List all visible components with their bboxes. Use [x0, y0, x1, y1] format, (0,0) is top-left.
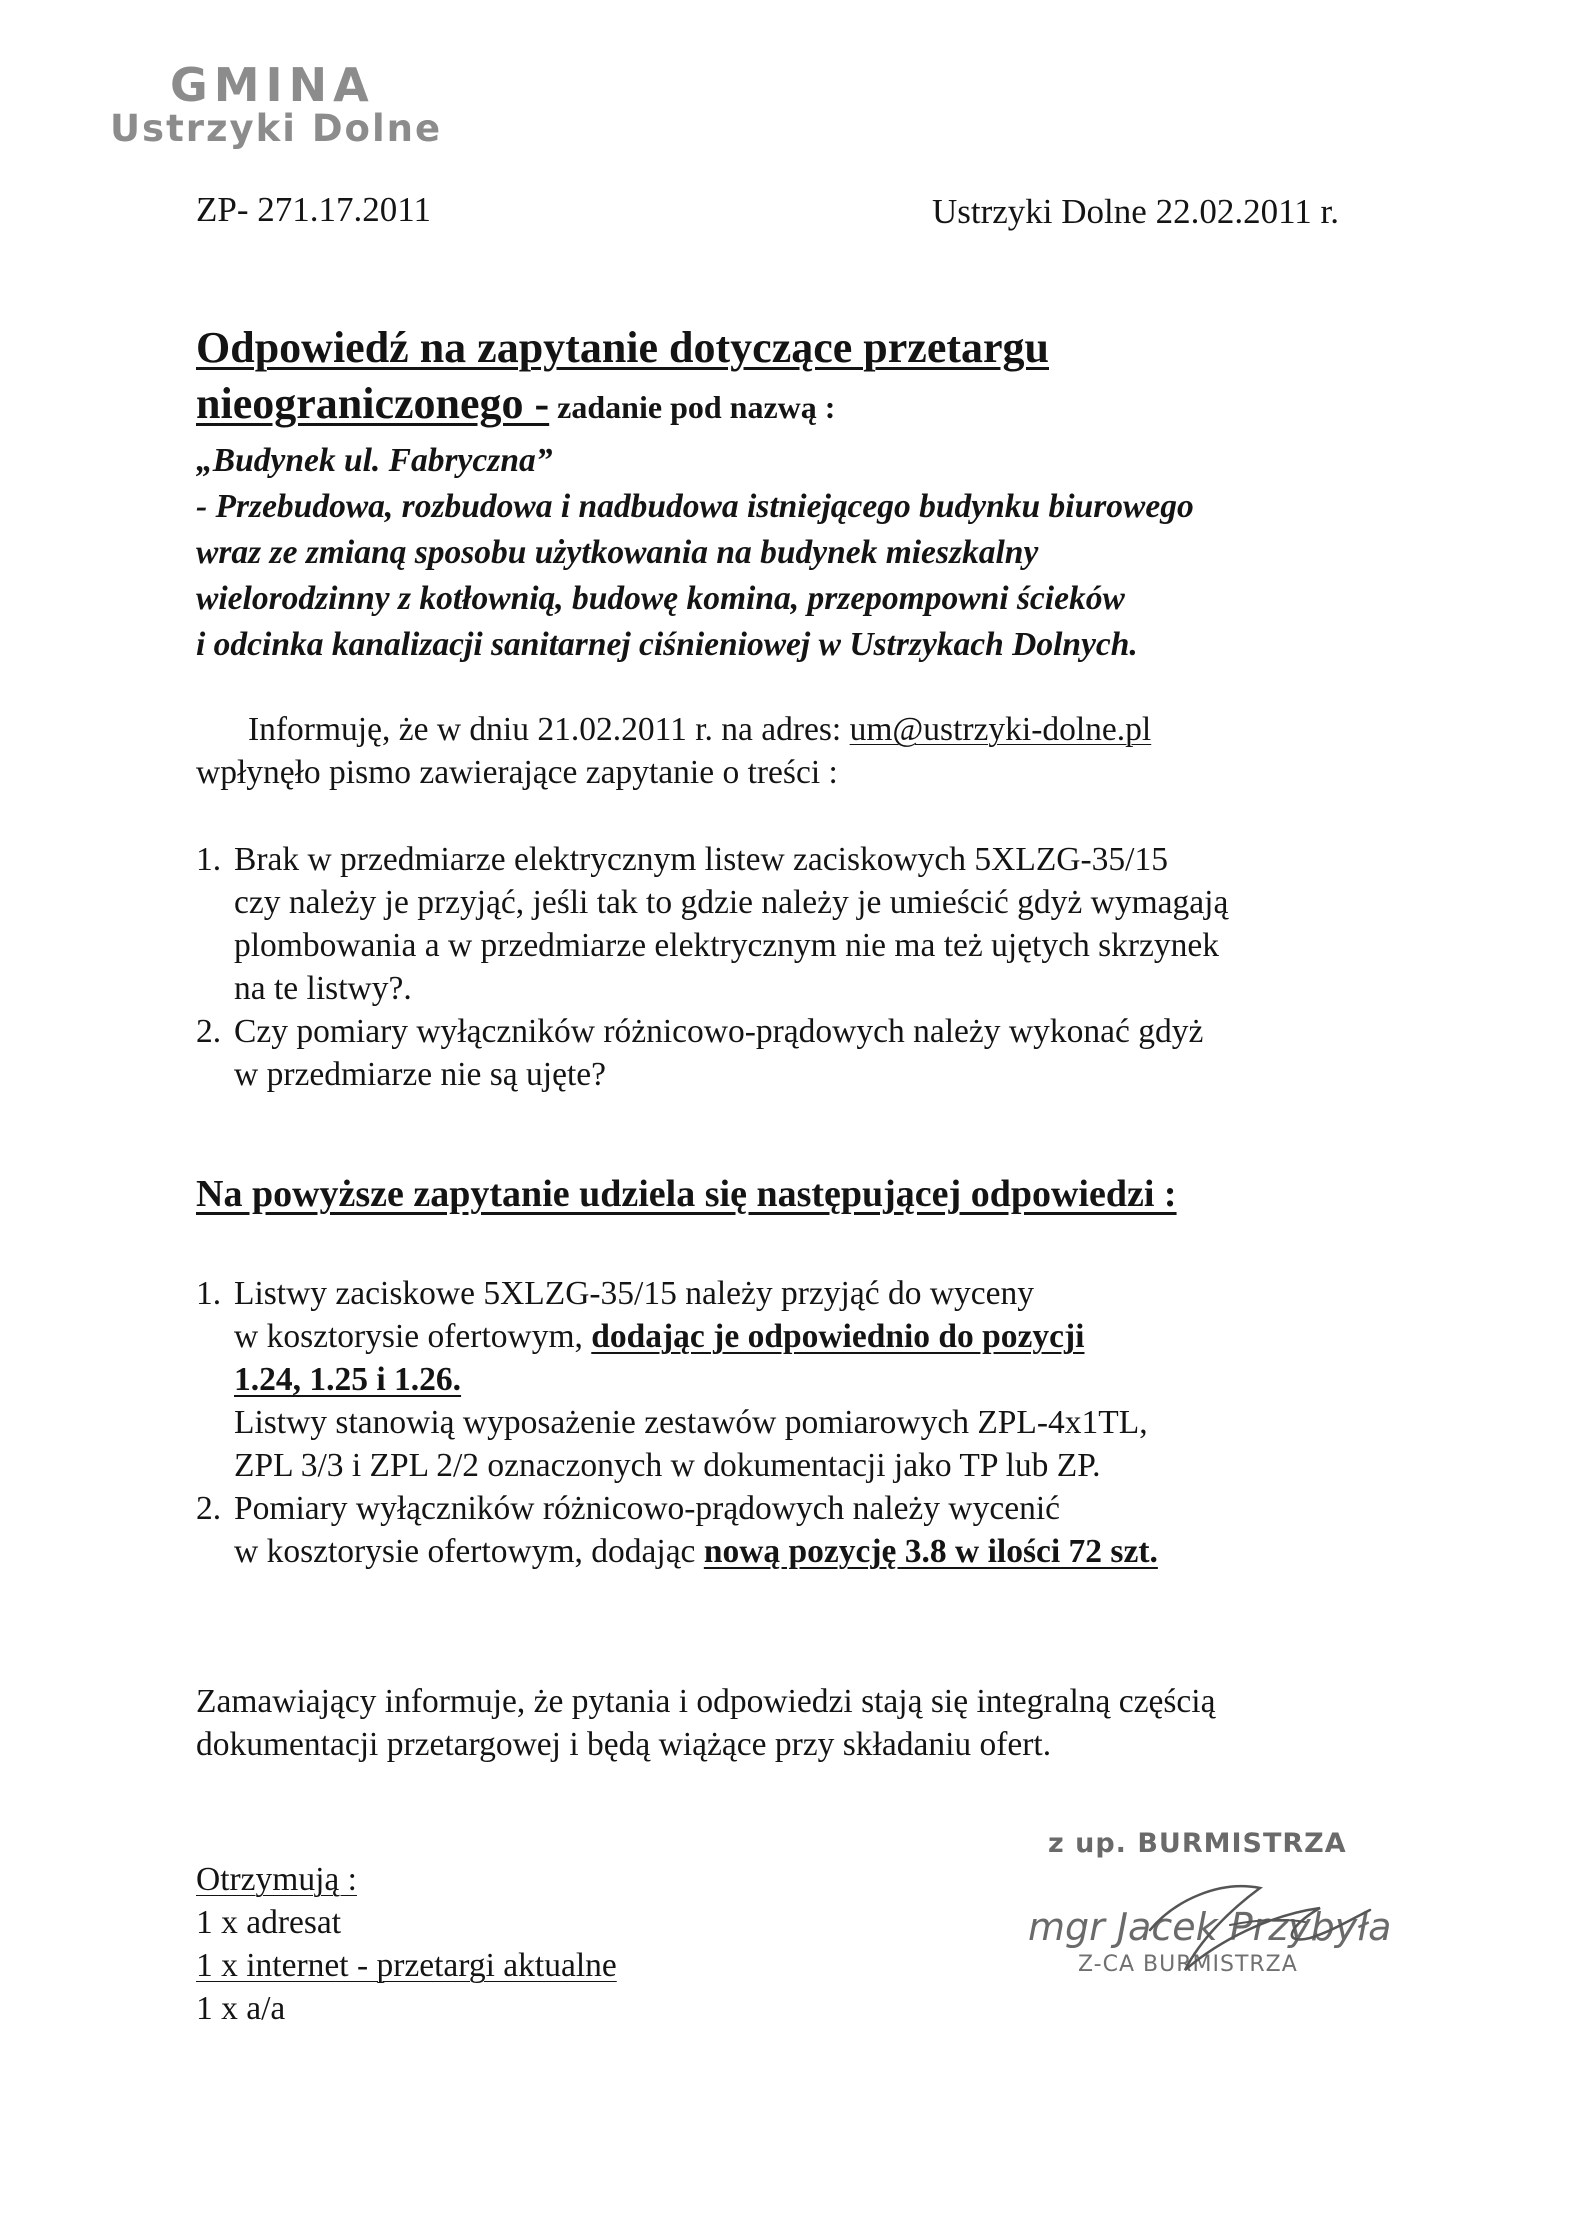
info-paragraph	[196, 708, 1151, 794]
answer-number: 2.	[196, 1490, 222, 1527]
question-line: na te listwy?.	[234, 970, 412, 1007]
signature-stamp-name: mgr Jacek Przybyła	[1028, 1905, 1392, 1949]
stamp-place: Ustrzyki Dolne	[110, 107, 443, 150]
answer-line	[234, 1530, 1158, 1573]
answers-list	[196, 1272, 1158, 1573]
signature-stamp-role: Z-CA BURMISTRZA	[1078, 1952, 1298, 1977]
reference-number: ZP- 271.17.2011	[196, 190, 431, 229]
document-date: Ustrzyki Dolne 22.02.2011 r.	[932, 192, 1339, 231]
title-line-2-rest: zadanie pod nazwą :	[549, 389, 836, 425]
answer-text: w kosztorysie ofertowym,	[234, 1318, 592, 1355]
question-line: w przedmiarze nie są ujęte?	[234, 1056, 607, 1093]
answer-emphasis: nową pozycję 3.8 w ilości 72 szt.	[703, 1533, 1158, 1570]
question-number: 2.	[196, 1013, 222, 1050]
question-line: czy należy je przyjąć, jeśli tak to gdzie należy je umieścić gdyż wymagają	[234, 884, 1229, 921]
subject-line: i odcinka kanalizacji sanitarnej ciśnieniowej w Ustrzykach Dolnych.	[196, 626, 1138, 663]
subject-line: „Budynek ul. Fabryczna”	[196, 442, 553, 479]
signature-stamp-top: z up. BURMISTRZA	[1048, 1828, 1347, 1859]
recipients-list	[196, 1858, 617, 2030]
subject-line: - Przebudowa, rozbudowa i nadbudowa istniejącego budynku biurowego	[196, 488, 1194, 525]
answer-item	[196, 1272, 1158, 1487]
answer-line: ZPL 3/3 i ZPL 2/2 oznaczonych w dokumentacji jako TP lub ZP.	[234, 1447, 1101, 1484]
question-line: Brak w przedmiarze elektrycznym listew zaciskowych 5XLZG-35/15	[234, 841, 1168, 878]
answers-heading: Na powyższe zapytanie udziela się następującej odpowiedzi :	[196, 1173, 1177, 1215]
recipient-item: 1 x a/a	[196, 1990, 286, 2027]
question-line: Czy pomiary wyłączników różnicowo-prądowych należy wykonać gdyż	[234, 1013, 1204, 1050]
answer-number: 1.	[196, 1275, 222, 1312]
answer-emphasis: dodając je odpowiednio do pozycji	[591, 1318, 1085, 1355]
tender-subject	[196, 438, 1194, 668]
subject-line: wielorodzinny z kotłownią, budowę komina, przepompowni ścieków	[196, 580, 1125, 617]
title-line-1: Odpowiedź na zapytanie dotyczące przetargu	[196, 323, 1049, 372]
question-number: 1.	[196, 841, 222, 878]
answer-line: Listwy zaciskowe 5XLZG-35/15 należy przyjąć do wyceny	[234, 1275, 1035, 1312]
question-item	[196, 838, 1228, 1010]
recipient-item: 1 x adresat	[196, 1904, 342, 1941]
email-link[interactable]: um@ustrzyki-dolne.pl	[849, 711, 1152, 748]
question-item	[196, 1010, 1228, 1096]
closing-paragraph	[196, 1680, 1215, 1766]
closing-line: Zamawiający informuje, że pytania i odpowiedzi stają się integralną częścią	[196, 1683, 1216, 1720]
answer-line: Pomiary wyłączników różnicowo-prądowych należy wycenić	[234, 1490, 1061, 1527]
document-title	[196, 320, 1049, 435]
info-line-1	[196, 708, 1151, 751]
answer-positions: 1.24, 1.25 i 1.26.	[234, 1361, 462, 1398]
title-line-2	[196, 376, 1049, 435]
info-text: Informuję, że w dniu 21.02.2011 r. na adres:	[248, 711, 850, 748]
title-line-2-underlined: nieograniczonego -	[196, 379, 550, 428]
answer-line	[234, 1358, 1158, 1401]
questions-list	[196, 838, 1228, 1096]
recipients-heading: Otrzymują :	[196, 1861, 357, 1898]
stamp-gmina: GMINA	[170, 58, 375, 112]
answer-text: w kosztorysie ofertowym, dodając	[234, 1533, 704, 1570]
info-line-2: wpłynęło pismo zawierające zapytanie o treści :	[196, 754, 838, 791]
answer-line: Listwy stanowią wyposażenie zestawów pomiarowych ZPL-4x1TL,	[234, 1404, 1148, 1441]
recipient-item: 1 x internet - przetargi aktualne	[196, 1947, 617, 1984]
question-line: plombowania a w przedmiarze elektrycznym nie ma też ujętych skrzynek	[234, 927, 1220, 964]
handwritten-signature	[1080, 1870, 1380, 1980]
subject-line: wraz ze zmianą sposobu użytkowania na budynek mieszkalny	[196, 534, 1039, 571]
closing-line: dokumentacji przetargowej i będą wiążące przy składaniu ofert.	[196, 1726, 1052, 1763]
answer-line	[234, 1315, 1158, 1358]
answer-item	[196, 1487, 1158, 1573]
